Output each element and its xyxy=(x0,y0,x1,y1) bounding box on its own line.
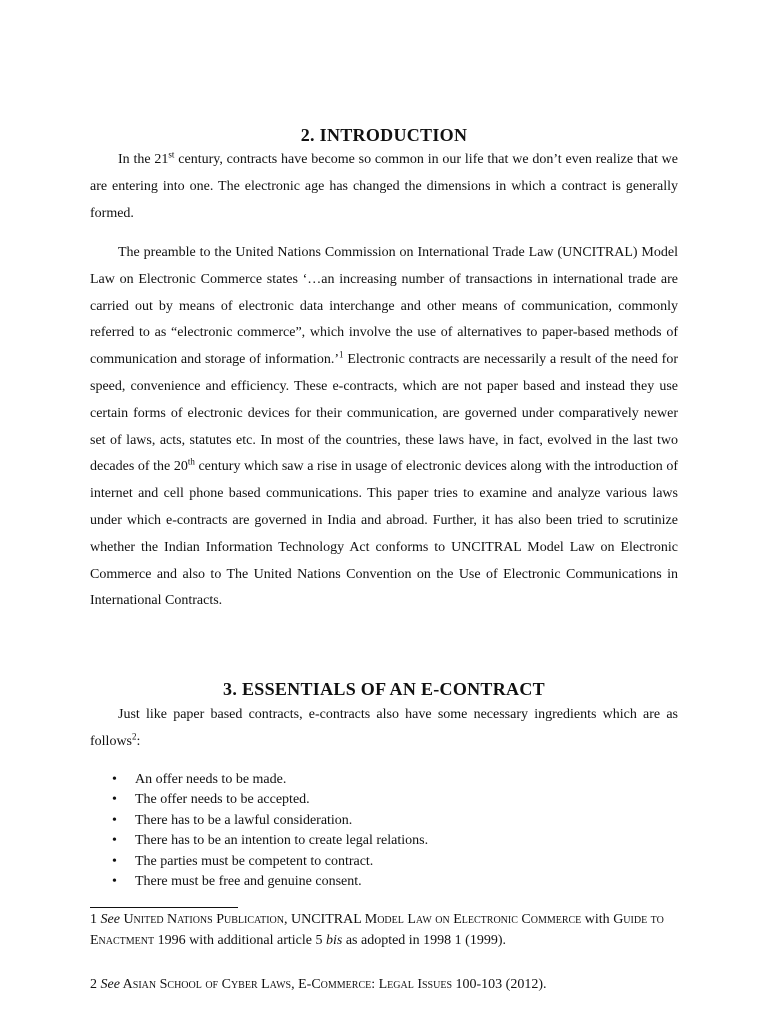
text-run: 1996 with additional article 5 xyxy=(154,933,326,948)
text-run: Model Law on Electronic Commerce xyxy=(364,912,582,927)
text-run: Asian School of Cyber Laws xyxy=(119,977,292,992)
text-run: , E- xyxy=(291,977,312,992)
text-run: as adopted in 1998 1 (1999). xyxy=(342,933,507,948)
list-item xyxy=(112,852,428,872)
footnote-separator xyxy=(90,907,238,908)
text-run: Legal Issues xyxy=(378,977,453,992)
list-item xyxy=(112,872,428,892)
text-run: century, contracts have become so common in our life that we don’t even realize that we are entering into one. The electronic age has changed the dimensions in which a contract is generally formed. xyxy=(90,152,678,221)
list-item xyxy=(112,790,428,810)
introduction-heading: 2. INTRODUCTION xyxy=(300,125,468,145)
text-run: bis xyxy=(325,933,343,948)
introduction-paragraph-2 xyxy=(90,240,678,615)
text-run: Electronic contracts are necessarily a result of the need for speed, convenience and efficiency. These e-contracts, which are not paper based and instead they use certain forms of electronic devices for their communication, are governed under comparatively newer set of laws, acts, statutes etc. In most of the countries, these laws have, in fact, evolved in the last two decades of the 20 xyxy=(90,352,678,475)
superscript: st xyxy=(168,149,175,160)
list-item xyxy=(112,770,428,790)
text-run: century which saw a rise in usage of electronic devices along with the introduction of internet and cell phone based communications. This paper tries to examine and analyze various laws under which e-contracts are governed in India and abroad. Further, it has also been tried to scrutinize whether the Indian Information Technology Act conforms to UNCITRAL Model Law on Electronic Commerce and also to The United Nations Convention on the Use of Electronic Communications in International Contracts. xyxy=(90,459,678,609)
text-run: with xyxy=(581,912,614,927)
superscript: th xyxy=(187,456,195,467)
list-item-text: The parties must be competent to contract. xyxy=(135,853,374,869)
signal-word: See xyxy=(100,977,120,992)
footnote-number: 1 xyxy=(90,912,101,927)
list-item-text: There has to be a lawful consideration. xyxy=(135,812,353,828)
bullet-icon: • xyxy=(112,873,117,889)
text-run: Commerce xyxy=(311,977,372,992)
footnote-1 xyxy=(90,909,690,951)
signal-word: See xyxy=(100,912,120,927)
bullet-icon: • xyxy=(112,812,117,828)
list-item xyxy=(112,831,428,851)
text-run: : xyxy=(371,977,379,992)
introduction-paragraph-1 xyxy=(90,147,678,227)
footnote-number: 2 xyxy=(90,977,101,992)
text-run: 100-103 (2012). xyxy=(452,977,547,992)
footnote-ref-1[interactable]: 1 xyxy=(338,349,344,360)
footnote-ref-2[interactable]: 2 xyxy=(132,731,137,742)
text-run: Just like paper based contracts, e-contracts also have some necessary ingredients which are as follows xyxy=(90,707,678,749)
bullet-icon: • xyxy=(112,772,117,787)
text-run: United Nations Publication xyxy=(119,912,284,927)
text-run: The preamble to the United Nations Commission on International Trade Law (UNCITRAL) Model Law on Electronic Commerce states ‘…an increasing number of transactions in international trade are carried out by means of electronic data interchange and other means of communication, commonly referred to as “electronic commerce”, which involve the use of alternatives to paper-based methods of communication and storage of information.’ xyxy=(90,245,678,368)
list-item-text: An offer needs to be made. xyxy=(135,772,287,787)
text-run: In the 21 xyxy=(118,152,169,167)
essentials-heading: 3. ESSENTIALS OF AN E-CONTRACT xyxy=(223,679,545,699)
text-run: Guide to Enactment xyxy=(90,912,664,948)
essentials-intro-paragraph xyxy=(90,702,678,756)
list-item-text: There has to be an intention to create legal relations. xyxy=(135,833,429,849)
list-item-text: There must be free and genuine consent. xyxy=(135,873,362,889)
text-run: , UNCITRAL xyxy=(284,912,365,927)
text-run: : xyxy=(136,733,141,749)
bullet-icon: • xyxy=(112,792,117,808)
list-item xyxy=(112,811,428,831)
essentials-list xyxy=(112,770,428,892)
footnote-2 xyxy=(90,974,690,995)
bullet-icon: • xyxy=(112,853,117,869)
list-item-text: The offer needs to be accepted. xyxy=(135,792,310,808)
bullet-icon: • xyxy=(112,833,117,849)
